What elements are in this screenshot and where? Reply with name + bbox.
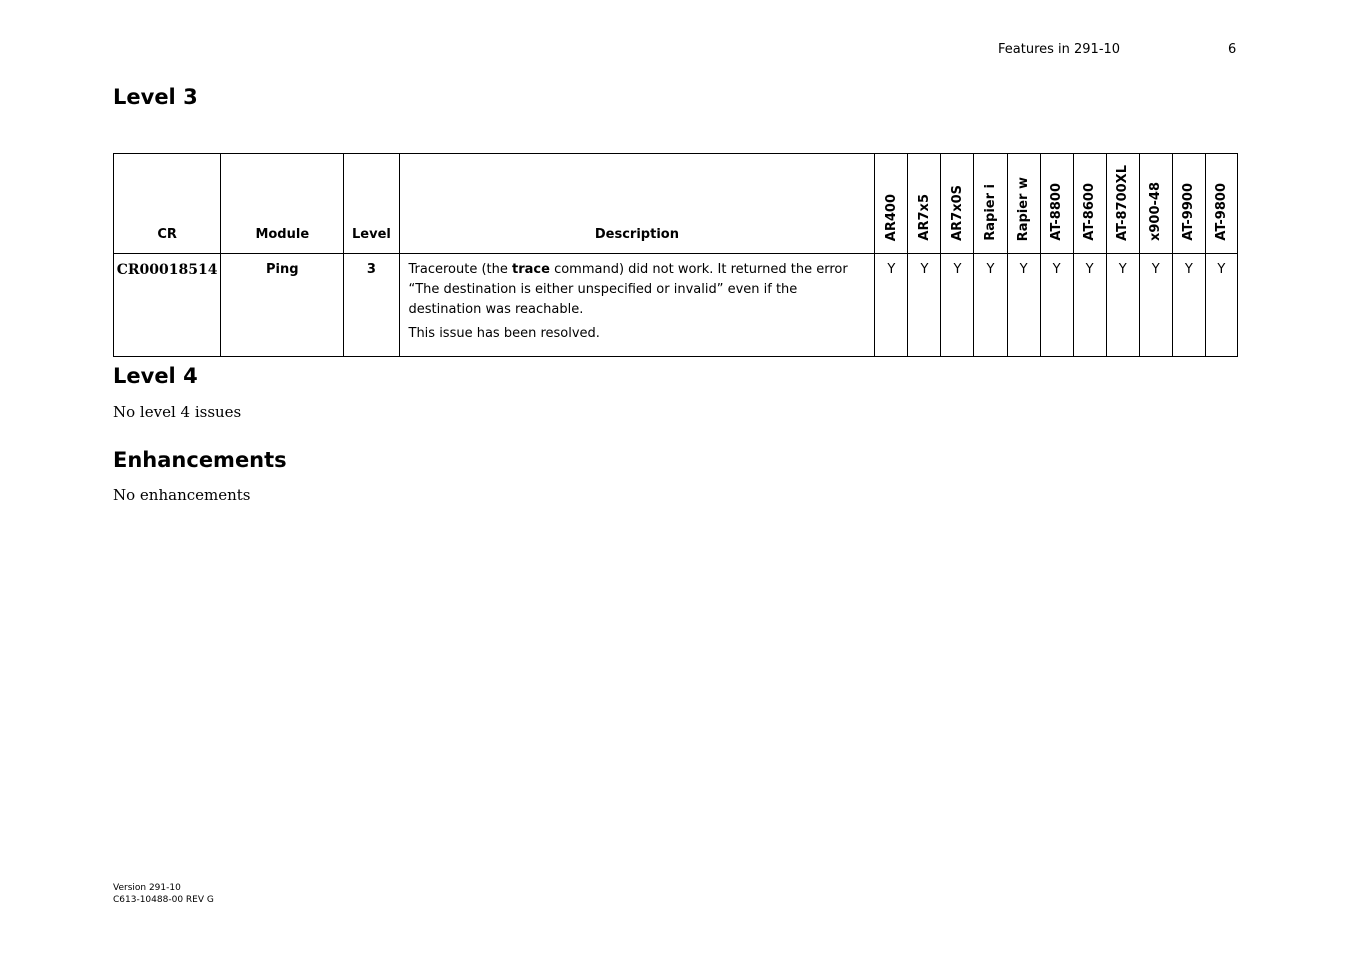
footer-version: Version 291-10 [113, 883, 181, 893]
enhancements-text: No enhancements [113, 486, 251, 504]
product-label: AT-9800 [1213, 183, 1229, 241]
column-header-level: Level [344, 154, 399, 254]
product-label: AT-9900 [1181, 183, 1197, 241]
page-number: 6 [1228, 42, 1237, 57]
column-header-product [1040, 154, 1073, 254]
level-cell: 3 [344, 254, 399, 357]
column-header-product [908, 154, 941, 254]
product-support-cell: Y [1073, 254, 1106, 357]
product-label: x900-48 [1148, 181, 1164, 241]
column-header-product [1007, 154, 1040, 254]
column-header-cr: CR [114, 154, 221, 254]
product-support-cell: Y [875, 254, 908, 357]
page-footer [113, 882, 214, 906]
column-header-product [974, 154, 1007, 254]
level-4-text: No level 4 issues [113, 403, 242, 421]
product-support-cell: Y [1172, 254, 1205, 357]
description-part: command) did not work. It returned the error “The destination is either unspecified or invalid” even if the destination was reachable. [408, 262, 848, 317]
product-support-cell: Y [974, 254, 1007, 357]
column-header-description: Description [399, 154, 875, 254]
command-name: trace [512, 262, 550, 277]
product-label: AT-8800 [1049, 183, 1065, 241]
product-label: AT-8600 [1082, 183, 1098, 241]
resolution-text: This issue has been resolved. [408, 326, 600, 341]
product-label: AT-8700XL [1115, 165, 1131, 241]
product-support-cell: Y [908, 254, 941, 357]
table-row [114, 254, 1238, 357]
product-label: Rapier i [983, 184, 998, 241]
product-support-cell: Y [1040, 254, 1073, 357]
product-label: AR7x5 [916, 194, 932, 241]
heading-level-3: Level 3 [113, 85, 198, 109]
product-support-cell: Y [1106, 254, 1139, 357]
heading-enhancements: Enhancements [113, 448, 287, 472]
issues-table [113, 153, 1238, 357]
product-support-cell: Y [1139, 254, 1172, 357]
header-title: Features in 291-10 [998, 42, 1121, 57]
cr-cell: CR00018514 [114, 254, 221, 357]
column-header-product [941, 154, 974, 254]
column-header-product [1205, 154, 1237, 254]
product-label: Rapier w [1016, 176, 1032, 241]
table-header-row [114, 154, 1238, 254]
column-header-product [1172, 154, 1205, 254]
column-header-module: Module [221, 154, 344, 254]
description-part: Traceroute (the [408, 262, 513, 277]
description-cell [399, 254, 875, 357]
footer-doc-id: C613-10488-00 REV G [113, 895, 214, 905]
column-header-product [1139, 154, 1172, 254]
product-support-cell: Y [1007, 254, 1040, 357]
column-header-product [1073, 154, 1106, 254]
heading-level-4: Level 4 [113, 364, 198, 388]
description-text [409, 260, 867, 320]
product-label: AR7x0S [949, 185, 965, 241]
module-cell: Ping [221, 254, 344, 357]
column-header-product [875, 154, 908, 254]
product-support-cell: Y [941, 254, 974, 357]
product-label: AR400 [883, 193, 899, 241]
product-support-cell: Y [1205, 254, 1237, 357]
column-header-product [1106, 154, 1139, 254]
